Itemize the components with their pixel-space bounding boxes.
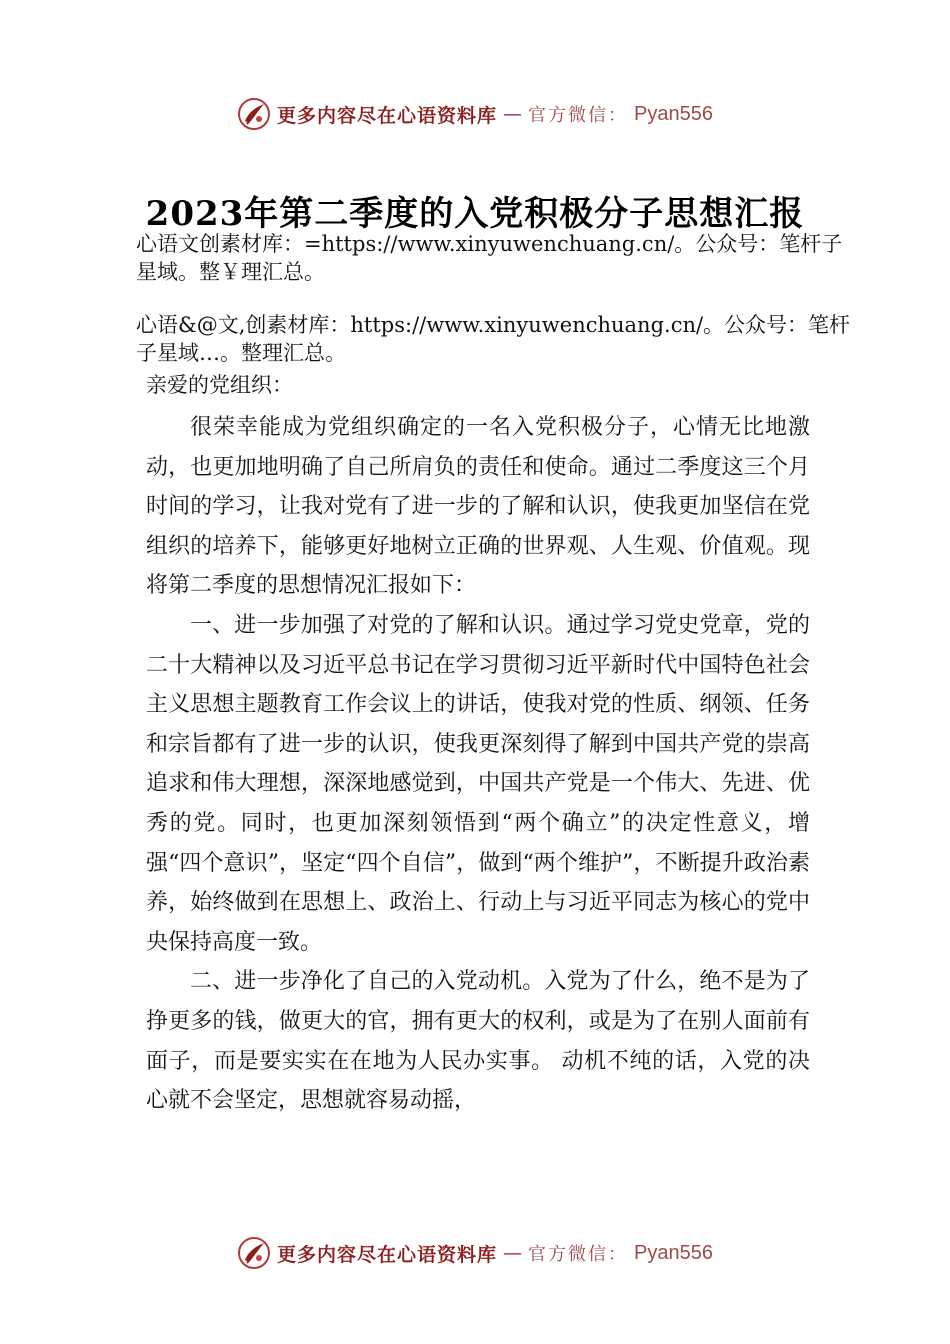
banner-wechat-label: 官方微信： bbox=[528, 1244, 629, 1265]
paragraph: 一、进一步加强了对党的了解和认识。通过学习党史党章，党的二十大精神以及习近平总书记在学习贯彻习近平新时代中国特色社会主义思想主题教育工作会议上的讲话，使我对党的性质、纲领、任务和宗旨都有了进一步的认识，使我更深刻得了解到中国共产党的崇高追求和伟大理想，深深地感觉到，中国共产党是一个伟大、先进、优秀的党。同时，也更加深刻领悟到“两个确立”的决定性意义，增强“四个意识”，坚定“四个自信”，做到“两个维护”，不断提升政治素养，始终做到在思想上、政治上、行动上与习近平同志为核心的党中央保持高度一致。 bbox=[146, 612, 810, 955]
salutation: 亲爱的党组织： bbox=[146, 373, 293, 397]
source-note-1: 心语文创素材库：=https://www.xinyuwenchuang.cn/。公众号：笔杆子星域。整￥理汇总。 bbox=[136, 232, 843, 284]
banner-wechat-id: Pyan556 bbox=[634, 102, 713, 125]
paragraph: 二、进一步净化了自己的入党动机。入党为了什么，绝不是为了挣更多的钱，做更大的官，拥有更大的权利，或是为了在别人面前有面子，而是要实实在在地为人民办实事。 动机不纯的话，入党的决心就不会坚定，思想就容易动摇， bbox=[146, 969, 810, 1114]
banner-dash: — bbox=[503, 1242, 523, 1264]
banner-wechat-label: 官方微信： bbox=[528, 105, 629, 126]
document-body bbox=[146, 408, 810, 1121]
paragraph: 很荣幸能成为党组织确定的一名入党积极分子，心情无比地激动，也更加地明确了自己所肩负的责任和使命。通过二季度这三个月时间的学习，让我对党有了进一步的了解和认识，使我更加坚信在党组织的培养下，能够更好地树立正确的世界观、人生观、价值观。现将第二季度的思想情况汇报如下： bbox=[146, 415, 810, 599]
brush-seal-logo-icon bbox=[237, 97, 271, 131]
footer-banner bbox=[0, 1233, 950, 1273]
brush-seal-logo-icon bbox=[237, 1236, 271, 1270]
header-banner bbox=[0, 94, 950, 134]
banner-dash: — bbox=[503, 103, 523, 125]
banner-wechat-id: Pyan556 bbox=[634, 1241, 713, 1264]
banner-slogan: 更多内容尽在心语资料库 bbox=[277, 104, 498, 127]
banner-slogan: 更多内容尽在心语资料库 bbox=[277, 1243, 498, 1266]
source-note-2: 心语&@文,创素材库：https://www.xinyuwenchuang.cn/。公众号：笔杆子星域…。整理汇总。 bbox=[136, 313, 851, 365]
document-title: 2023年第二季度的入党积极分子思想汇报 bbox=[145, 194, 805, 234]
